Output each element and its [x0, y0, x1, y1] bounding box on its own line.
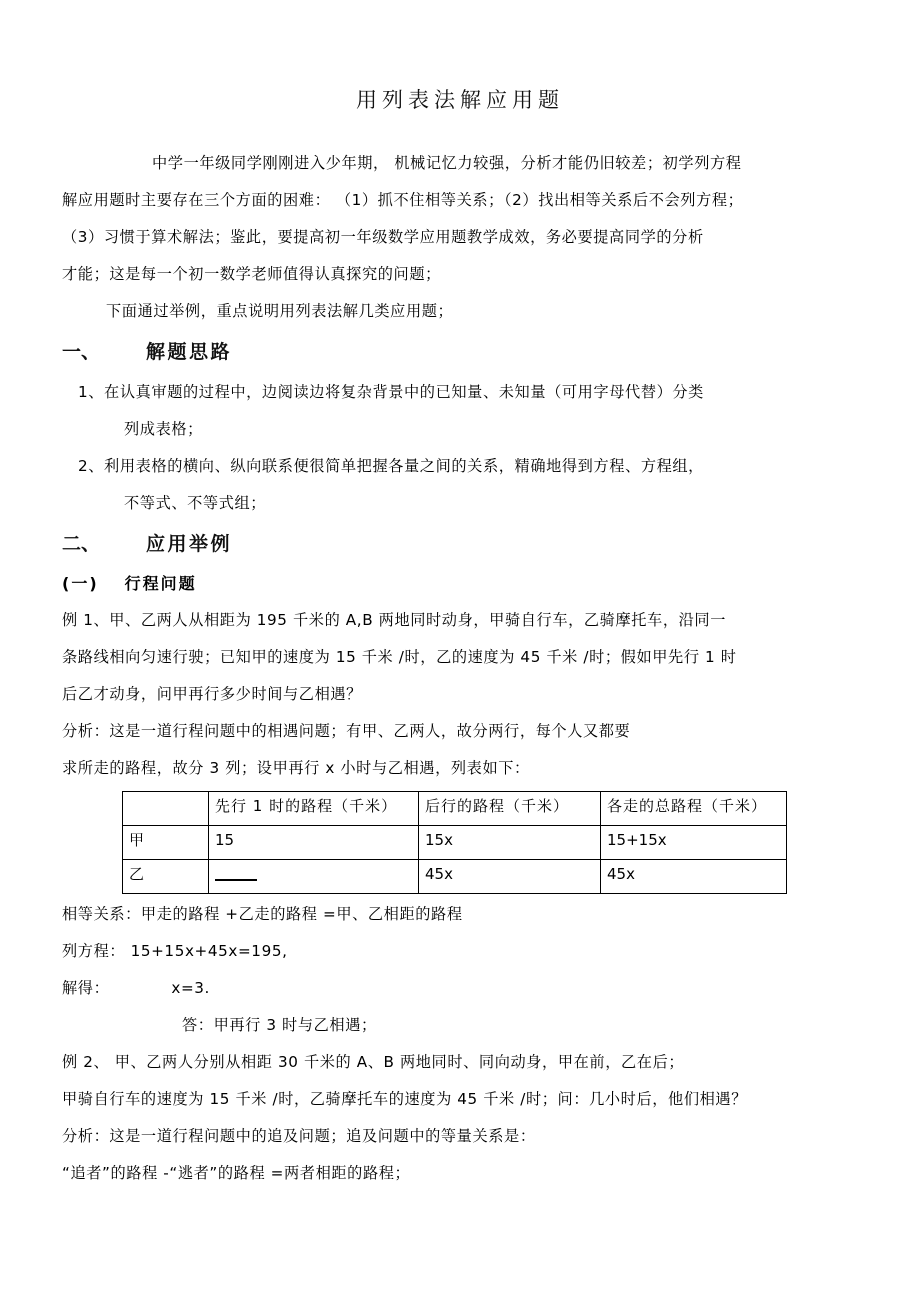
example-2-analysis-line-2: “追者”的路程 -“逃者”的路程 =两者相距的路程；	[62, 1164, 411, 1183]
table-cell-row2-col1	[209, 860, 419, 894]
intro-line-5: 下面通过举例，重点说明用列表法解几类应用题；	[106, 302, 454, 321]
section-1-item-1-line-1: 1、在认真审题的过程中，边阅读边将复杂背景中的已知量、未知量（可用字母代替）分类	[78, 383, 704, 402]
example-2-line-2: 甲骑自行车的速度为 15 千米 /时，乙骑摩托车的速度为 45 千米 /时；问：几小时后，他们相遇？	[62, 1090, 747, 1109]
subsection-1-title: 行程问题	[124, 574, 197, 594]
example-1-line-2: 条路线相向匀速行驶；已知甲的速度为 15 千米 /时，乙的速度为 45 千米 /时；假如甲先行 1 时	[62, 648, 737, 667]
table-header-cell-3: 各走的总路程（千米）	[601, 792, 787, 826]
intro-line-3: （3）习惯于算术解法；鉴此，要提高初一年级数学应用题教学成效，务必要提高同学的分析	[62, 228, 704, 247]
example-1-table-wrapper	[62, 791, 858, 894]
subsection-1-heading	[62, 566, 858, 602]
example-1-solve-value: x=3.	[171, 979, 210, 998]
example-1-solve	[62, 970, 858, 1007]
example-1-table	[122, 791, 787, 894]
table-header-cell-2: 后行的路程（千米）	[419, 792, 601, 826]
example-1-solve-label: 解得：	[62, 979, 110, 998]
example-1-equation: 列方程： 15+15x+45x=195,	[62, 942, 288, 961]
example-2-line-1: 例 2、 甲、乙两人分别从相距 30 千米的 A、B 两地同时、同向动身，甲在前，乙在后；	[62, 1053, 685, 1072]
example-1-line-1: 例 1、甲、乙两人从相距为 195 千米的 A,B 两地同时动身，甲骑自行车，乙骑摩托车，沿同一	[62, 611, 726, 630]
example-1-line-3: 后乙才动身，问甲再行多少时间与乙相遇？	[62, 685, 362, 704]
table-row	[123, 860, 787, 894]
title-spacer	[62, 113, 858, 145]
table-cell-row1-col2: 15x	[419, 826, 601, 860]
section-1-number: 一、	[62, 341, 101, 364]
section-1-heading	[62, 330, 858, 374]
section-1-item-2-line-1: 2、利用表格的横向、纵向联系便很简单把握各量之间的关系，精确地得到方程、方程组，	[78, 457, 704, 476]
table-row	[123, 826, 787, 860]
table-header-row	[123, 792, 787, 826]
table-cell-row2-col2: 45x	[419, 860, 601, 894]
em-dash-icon	[215, 879, 257, 881]
intro-line-2: 解应用题时主要存在三个方面的困难： （1）抓不住相等关系；（2）找出相等关系后不会列方程；	[62, 191, 744, 210]
subsection-1-number: (一)	[62, 574, 99, 594]
table-header-cell-1: 先行 1 时的路程（千米）	[209, 792, 419, 826]
table-cell-row1-col0: 甲	[123, 826, 209, 860]
table-cell-row1-col3: 15+15x	[601, 826, 787, 860]
example-1-relation: 相等关系：甲走的路程 +乙走的路程 =甲、乙相距的路程	[62, 905, 463, 924]
section-2-number: 二、	[62, 533, 101, 556]
intro-line-1: 中学一年级同学刚刚进入少年期， 机械记忆力较强，分析才能仍旧较差；初学列方程	[152, 154, 742, 173]
section-2-title: 应用举例	[146, 533, 233, 556]
table-cell-row1-col1: 15	[209, 826, 419, 860]
table-header-cell-0	[123, 792, 209, 826]
table-cell-row2-col3: 45x	[601, 860, 787, 894]
page-title: 用列表法解应用题	[356, 88, 564, 112]
section-1-title: 解题思路	[146, 341, 233, 364]
example-2-analysis-line-1: 分析：这是一道行程问题中的追及问题；追及问题中的等量关系是：	[62, 1127, 536, 1146]
section-1-item-1-line-2: 列成表格；	[124, 420, 203, 439]
example-1-analysis-line-2: 求所走的路程，故分 3 列；设甲再行 x 小时与乙相遇，列表如下：	[62, 759, 530, 778]
example-1-analysis-line-1: 分析：这是一道行程问题中的相遇问题；有甲、乙两人，故分两行，每个人又都要	[62, 722, 631, 741]
intro-line-4: 才能；这是每一个初一数学老师值得认真探究的问题；	[62, 265, 441, 284]
document-content	[62, 0, 858, 1192]
section-2-heading	[62, 522, 858, 566]
example-1-answer: 答：甲再行 3 时与乙相遇；	[182, 1016, 377, 1035]
section-1-item-2-line-2: 不等式、不等式组；	[124, 494, 267, 513]
table-cell-row2-col0: 乙	[123, 860, 209, 894]
